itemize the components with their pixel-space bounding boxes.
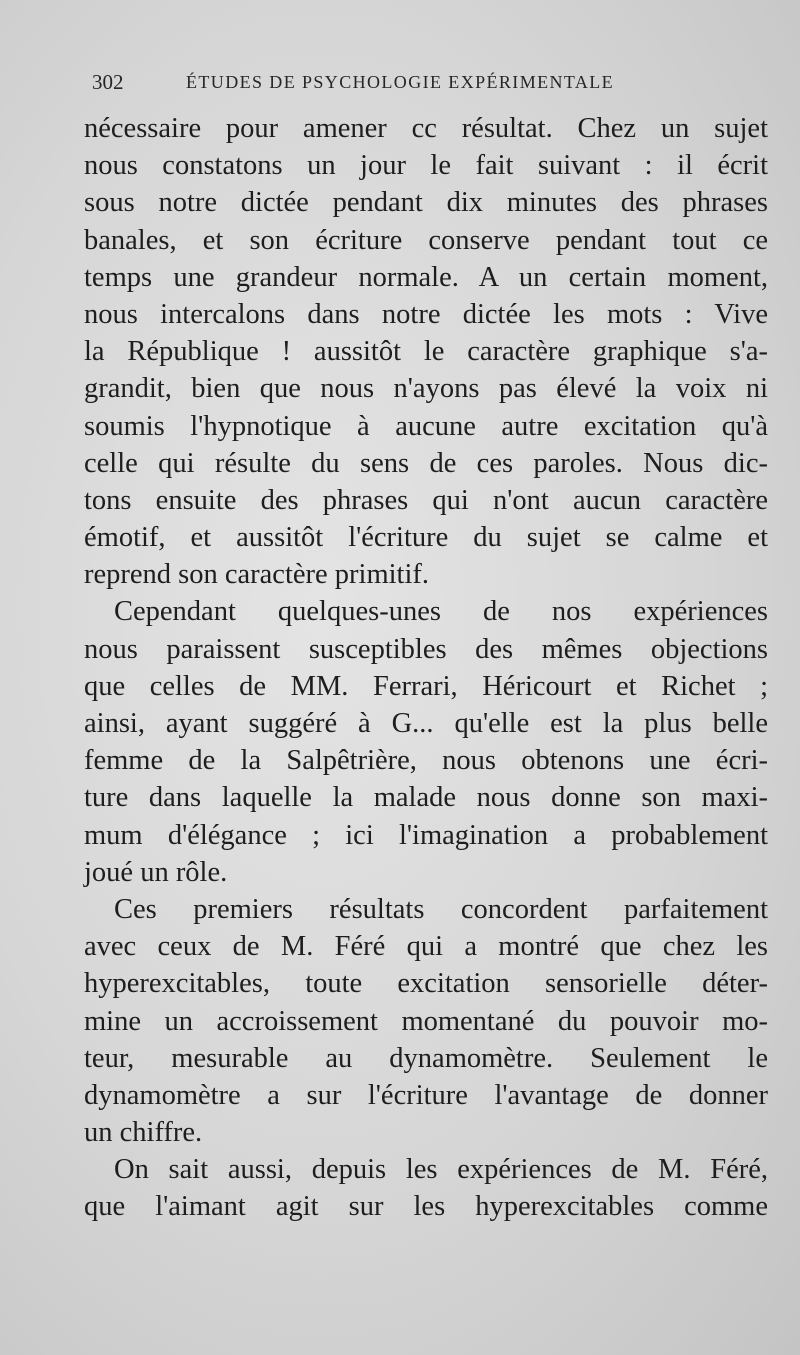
text-line: banales, et son écriture conserve pendant tout ce <box>84 224 768 256</box>
text-line: que celles de MM. Ferrari, Héricourt et Richet ; <box>84 670 768 702</box>
paragraph <box>84 593 768 891</box>
text-line: ture dans laquelle la malade nous donne son maxi- <box>84 782 768 814</box>
text-line: nécessaire pour amener cc résultat. Chez un sujet <box>84 113 768 144</box>
text-line: celle qui résulte du sens de ces paroles. Nous dic- <box>84 447 768 479</box>
text-line: émotif, et aussitôt l'écriture du sujet se calme et <box>84 522 768 554</box>
text-line: que l'aimant agit sur les hyperexcitables comme <box>84 1191 768 1223</box>
text-line: Cependant quelques-unes de nos expériences <box>114 596 768 628</box>
text-line: temps une grandeur normale. A un certain moment, <box>84 261 768 293</box>
body-text <box>84 110 768 1226</box>
text-line: Ces premiers résultats concordent parfaitement <box>114 893 768 925</box>
paragraph <box>84 891 768 1151</box>
paragraph <box>84 110 768 593</box>
page-number: 302 <box>92 70 124 94</box>
text-line: grandit, bien que nous n'ayons pas élevé la voix ni <box>84 373 768 405</box>
text-line: un chiffre. <box>84 1117 203 1149</box>
text-line: ainsi, ayant suggéré à G... qu'elle est la plus belle <box>84 708 768 739</box>
text-line: dynamomètre a sur l'écriture l'avantage de donner <box>84 1079 768 1111</box>
text-line: joué un rôle. <box>84 856 228 888</box>
text-line: hyperexcitables, toute excitation sensorielle déter- <box>84 968 768 1000</box>
text-line: nous intercalons dans notre dictée les mots : Vive <box>84 298 768 330</box>
text-line: sous notre dictée pendant dix minutes des phrases <box>84 187 768 219</box>
text-line: On sait aussi, depuis les expériences de M. Féré, <box>114 1154 768 1186</box>
text-line: nous paraissent susceptibles des mêmes objections <box>84 633 768 665</box>
text-line: teur, mesurable au dynamomètre. Seulement le <box>84 1042 768 1074</box>
text-line: mine un accroissement momentané du pouvoir mo- <box>84 1005 768 1037</box>
paragraph <box>84 1151 768 1225</box>
text-line: reprend son caractère primitif. <box>84 559 429 591</box>
text-line: mum d'élégance ; ici l'imagination a probablement <box>84 819 768 851</box>
text-line: avec ceux de M. Féré qui a montré que chez les <box>84 931 768 963</box>
text-line: la République ! aussitôt le caractère graphique s'a- <box>84 336 768 368</box>
running-title: ÉTUDES DE PSYCHOLOGIE EXPÉRIMENTALE <box>186 72 615 92</box>
text-line: tons ensuite des phrases qui n'ont aucun caractère <box>84 484 768 516</box>
text-line: nous constatons un jour le fait suivant : il écrit <box>84 150 768 182</box>
running-head <box>92 70 692 100</box>
text-line: soumis l'hypnotique à aucune autre excitation qu'à <box>84 410 768 442</box>
text-line: femme de la Salpêtrière, nous obtenons une écri- <box>84 745 768 777</box>
